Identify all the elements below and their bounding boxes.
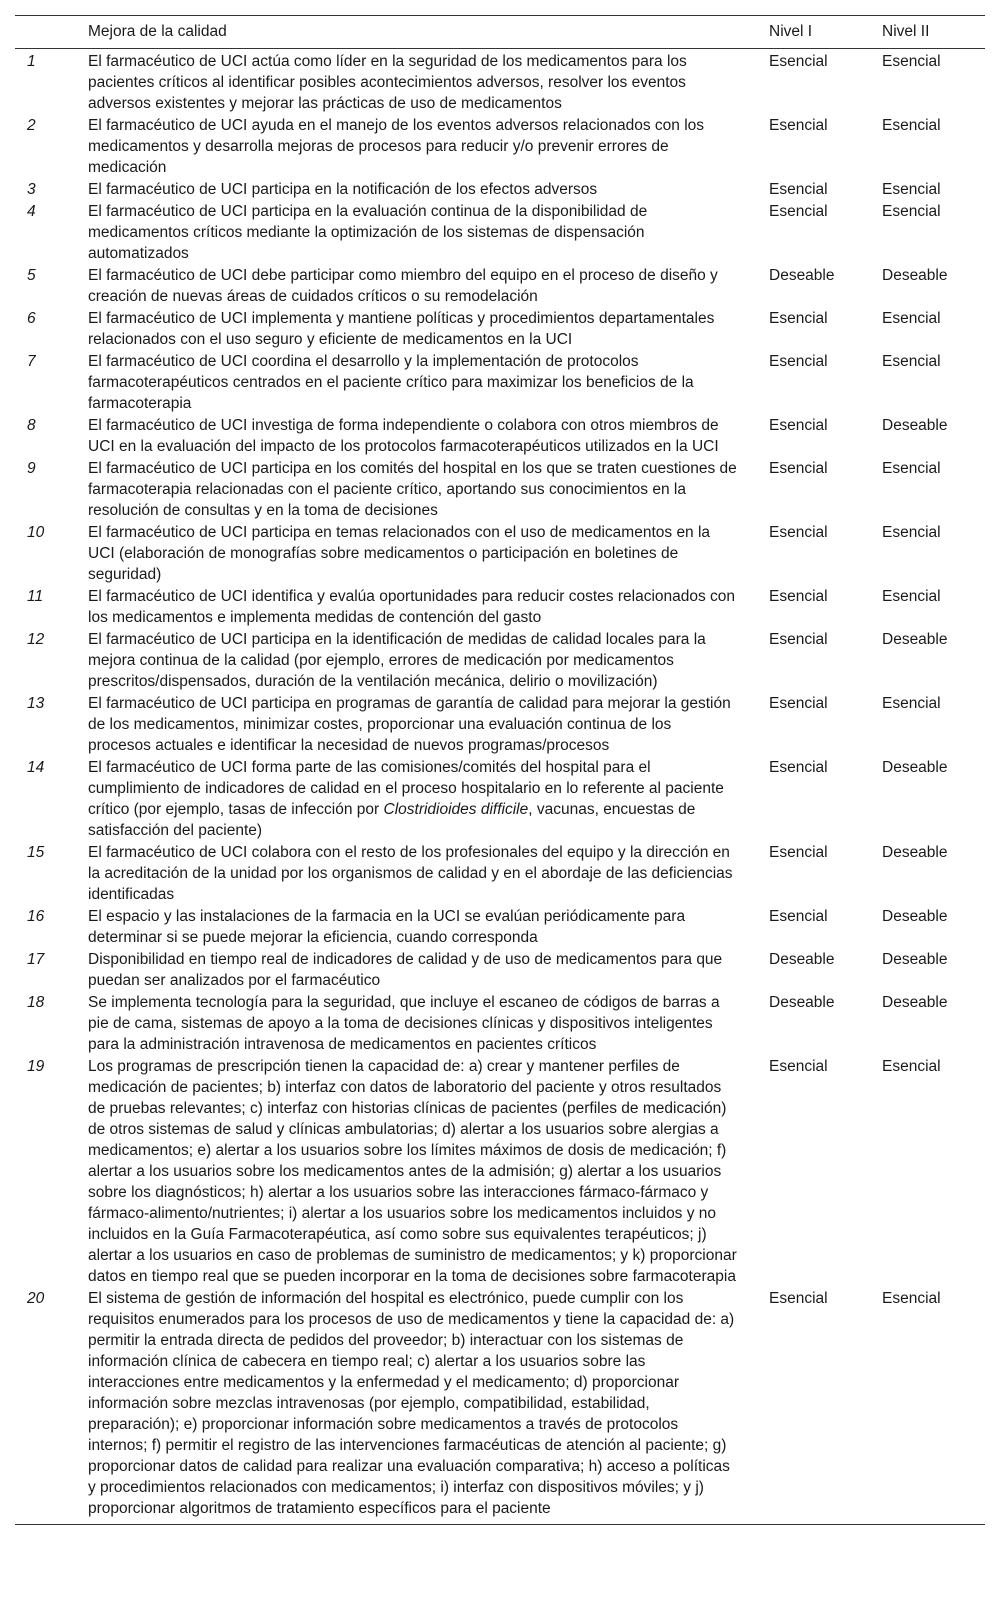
row-number: 1 (27, 53, 36, 70)
table-row (15, 1288, 985, 1519)
table-body (15, 49, 985, 1524)
level-2-value: Deseable (882, 267, 948, 284)
row-number: 15 (27, 844, 45, 861)
level-2-value: Esencial (882, 460, 941, 477)
row-number: 11 (27, 588, 44, 605)
row-number: 9 (27, 460, 36, 477)
level-1-value: Esencial (769, 417, 828, 434)
level-1-value: Esencial (769, 908, 828, 925)
desc-part: El farmacéutico de UCI forma parte de las comisiones/comités del hospital para el cumplimiento de indicadores de calidad en el proceso hospitalario en lo referente al paciente crítico (por ejemplo, tasas de infección por (88, 759, 724, 818)
table-row (15, 1056, 985, 1287)
row-description: El farmacéutico de UCI participa en los comités del hospital en los que se traten cuestiones de farmacoterapia relacionadas con el paciente crítico, aportando sus conocimientos en la resolución de consultas y en la toma de decisiones (88, 460, 737, 519)
table-header (15, 16, 985, 49)
row-description: Se implementa tecnología para la seguridad, que incluye el escaneo de códigos de barras a pie de cama, sistemas de apoyo a la toma de decisiones clínicas y dispositivos inteligentes para la administración intravenosa de medicamentos en pacientes críticos (88, 994, 720, 1053)
table-row (15, 265, 985, 307)
level-1-value: Esencial (769, 1058, 828, 1075)
row-description: El farmacéutico de UCI coordina el desarrollo y la implementación de protocolos farmacoterapéuticos centrados en el paciente crítico para maximizar los beneficios de la farmacoterapia (88, 353, 694, 412)
row-number: 13 (27, 695, 45, 712)
row-description: El farmacéutico de UCI investiga de forma independiente o colabora con otros miembros de UCI en la evaluación del impacto de los protocolos farmacoterapéuticos utilizados en la UCI (88, 417, 719, 455)
level-2-value: Deseable (882, 908, 948, 925)
level-2-value: Deseable (882, 417, 948, 434)
row-description: El farmacéutico de UCI participa en la evaluación continua de la disponibilidad de medicamentos críticos mediante la optimización de los sistemas de dispensación automatizados (88, 203, 648, 262)
row-number: 2 (27, 117, 36, 134)
table-row (15, 992, 985, 1055)
level-2-value: Esencial (882, 203, 941, 220)
level-2-value: Esencial (882, 353, 941, 370)
level-1-value: Esencial (769, 1290, 828, 1307)
table-row (15, 201, 985, 264)
row-description: El espacio y las instalaciones de la farmacia en la UCI se evalúan periódicamente para determinar si se puede mejorar la eficiencia, cuando corresponda (88, 908, 686, 946)
row-description: El farmacéutico de UCI participa en la notificación de los efectos adversos (88, 181, 598, 198)
table-row (15, 351, 985, 414)
row-number: 12 (27, 631, 45, 648)
row-description (88, 757, 738, 841)
row-number: 6 (27, 310, 36, 327)
row-description: El farmacéutico de UCI identifica y evalúa oportunidades para reducir costes relacionados con los medicamentos e implementa medidas de contención del gasto (88, 588, 736, 626)
level-2-value: Esencial (882, 181, 941, 198)
header-level-1: Nivel I (769, 23, 813, 40)
row-number: 3 (27, 181, 36, 198)
level-2-value: Esencial (882, 310, 941, 327)
level-1-value: Esencial (769, 524, 828, 541)
table-row (15, 629, 985, 692)
row-description: El farmacéutico de UCI debe participar como miembro del equipo en el proceso de diseño y creación de nuevas áreas de cuidados críticos o su remodelación (88, 267, 718, 305)
row-description: El farmacéutico de UCI participa en programas de garantía de calidad para mejorar la gestión de los medicamentos, minimizar costes, proporcionar una evaluación continua de los procesos actuales e identificar la necesidad de nuevos programas/procesos (88, 695, 731, 754)
level-1-value: Esencial (769, 181, 828, 198)
row-number: 18 (27, 994, 45, 1011)
table-row (15, 906, 985, 948)
table-row (15, 179, 985, 200)
table-row (15, 415, 985, 457)
level-2-value: Esencial (882, 53, 941, 70)
level-1-value: Esencial (769, 353, 828, 370)
level-1-value: Deseable (769, 994, 835, 1011)
level-1-value: Esencial (769, 53, 828, 70)
table-row (15, 115, 985, 178)
level-2-value: Esencial (882, 1290, 941, 1307)
table-row (15, 949, 985, 991)
level-1-value: Esencial (769, 844, 828, 861)
row-description: El farmacéutico de UCI actúa como líder en la seguridad de los medicamentos para los pacientes críticos al identificar posibles acontecimientos adversos, resolver los eventos adversos existentes y mejorar las prácticas de uso de medicamentos (88, 53, 687, 112)
level-1-value: Esencial (769, 460, 828, 477)
level-1-value: Esencial (769, 117, 828, 134)
row-number: 8 (27, 417, 36, 434)
row-number: 16 (27, 908, 45, 925)
level-1-value: Esencial (769, 203, 828, 220)
row-number: 20 (27, 1290, 45, 1307)
table-row (15, 458, 985, 521)
level-2-value: Deseable (882, 759, 948, 776)
row-description: El farmacéutico de UCI participa en la identificación de medidas de calidad locales para la mejora continua de la calidad (por ejemplo, errores de medicación por medicamentos prescritos/dispensados, duración de la ventilación mecánica, delirio o movilización) (88, 631, 706, 690)
table-row (15, 842, 985, 905)
level-2-value: Esencial (882, 588, 941, 605)
level-2-value: Deseable (882, 631, 948, 648)
table-row (15, 586, 985, 628)
row-number: 5 (27, 267, 36, 284)
table-row (15, 51, 985, 114)
level-2-value: Esencial (882, 117, 941, 134)
quality-table (15, 15, 985, 1525)
table-row (15, 522, 985, 585)
table-row (15, 308, 985, 350)
level-2-value: Deseable (882, 951, 948, 968)
species-name: Clostridioides difficile (383, 801, 529, 818)
row-description: El farmacéutico de UCI ayuda en el manejo de los eventos adversos relacionados con los medicamentos y desarrolla mejoras de procesos para reducir y/o prevenir errores de medicación (88, 117, 705, 176)
row-description: El farmacéutico de UCI participa en temas relacionados con el uso de medicamentos en la UCI (elaboración de monografías sobre medicamentos o participación en boletines de seguridad) (88, 524, 711, 583)
row-number: 19 (27, 1058, 45, 1075)
row-description: El farmacéutico de UCI colabora con el resto de los profesionales del equipo y la dirección en la acreditación de la unidad por los organismos de calidad y en el abordaje de las deficiencias identificadas (88, 844, 733, 903)
level-1-value: Esencial (769, 588, 828, 605)
row-description: Los programas de prescripción tienen la capacidad de: a) crear y mantener perfiles de medicación de pacientes; b) interfaz con datos de laboratorio del paciente y otros resultados de pruebas relevantes; c) interfaz con historias clínicas de pacientes (perfiles de medicación) de otros sistemas de salud y clínicas ambulatorias; d) alertar a los usuarios sobre alergias a medicamentos; e) alertar a los usuarios sobre los límites máximos de dosis de medicación; f) alertar a los usuarios sobre los medicamentos antes de la admisión; g) alertar a los usuarios sobre los diagnósticos; h) alertar a los usuarios sobre las interacciones fármaco-fármaco y fármaco-alimento/nutrientes; i) alertar a los usuarios sobre los medicamentos incluidos y no incluidos en la Guía Farmacoterapéutica, así como sobre sus equivalentes terapéuticos; j) alertar a los usuarios en caso de problemas de suministro de medicamentos; y k) proporcionar datos en tiempo real que se pueden incorporar en la toma de decisiones sobre farmacoterapia (88, 1058, 737, 1285)
level-1-value: Esencial (769, 695, 828, 712)
row-number: 7 (27, 353, 36, 370)
header-quality: Mejora de la calidad (88, 23, 227, 40)
level-2-value: Esencial (882, 695, 941, 712)
level-2-value: Esencial (882, 524, 941, 541)
level-1-value: Esencial (769, 631, 828, 648)
table-row (15, 693, 985, 756)
level-2-value: Deseable (882, 994, 948, 1011)
desc-part: , vacunas, encuestas de satisfacción del paciente) (88, 801, 696, 839)
level-1-value: Esencial (769, 759, 828, 776)
row-description: El sistema de gestión de información del hospital es electrónico, puede cumplir con los requisitos enumerados para los procesos de uso de medicamentos y tiene la capacidad de: a) permitir la entrada directa de pedidos del proveedor; b) interactuar con los sistemas de información clínica de cabecera en tiempo real; c) alertar a los usuarios sobre las interacciones entre medicamentos y la enfermedad y el medicamento; d) proporcionar información sobre mezclas intravenosas (por ejemplo, compatibilidad, estabilidad, preparación); e) proporcionar información sobre medicamentos a través de protocolos internos; f) permitir el registro de las intervenciones farmacéuticas de atención al paciente; g) proporcionar datos de calidad para realizar una evaluación comparativa; h) acceso a políticas y procedimientos relacionados con medicamentos; i) interfaz con dispositivos móviles; y j) proporcionar algoritmos de tratamiento específicos para el paciente (88, 1290, 735, 1517)
row-number: 4 (27, 203, 36, 220)
level-1-value: Deseable (769, 267, 835, 284)
row-number: 17 (27, 951, 45, 968)
level-1-value: Deseable (769, 951, 835, 968)
table-row (15, 757, 985, 841)
row-description: Disponibilidad en tiempo real de indicadores de calidad y de uso de medicamentos para que puedan ser analizados por el farmacéutico (88, 951, 723, 989)
row-number: 10 (27, 524, 45, 541)
level-2-value: Deseable (882, 844, 948, 861)
level-2-value: Esencial (882, 1058, 941, 1075)
row-number: 14 (27, 759, 45, 776)
row-description: El farmacéutico de UCI implementa y mantiene políticas y procedimientos departamentales relacionados con el uso seguro y eficiente de medicamentos en la UCI (88, 310, 715, 348)
header-level-2: Nivel II (882, 23, 930, 40)
level-1-value: Esencial (769, 310, 828, 327)
